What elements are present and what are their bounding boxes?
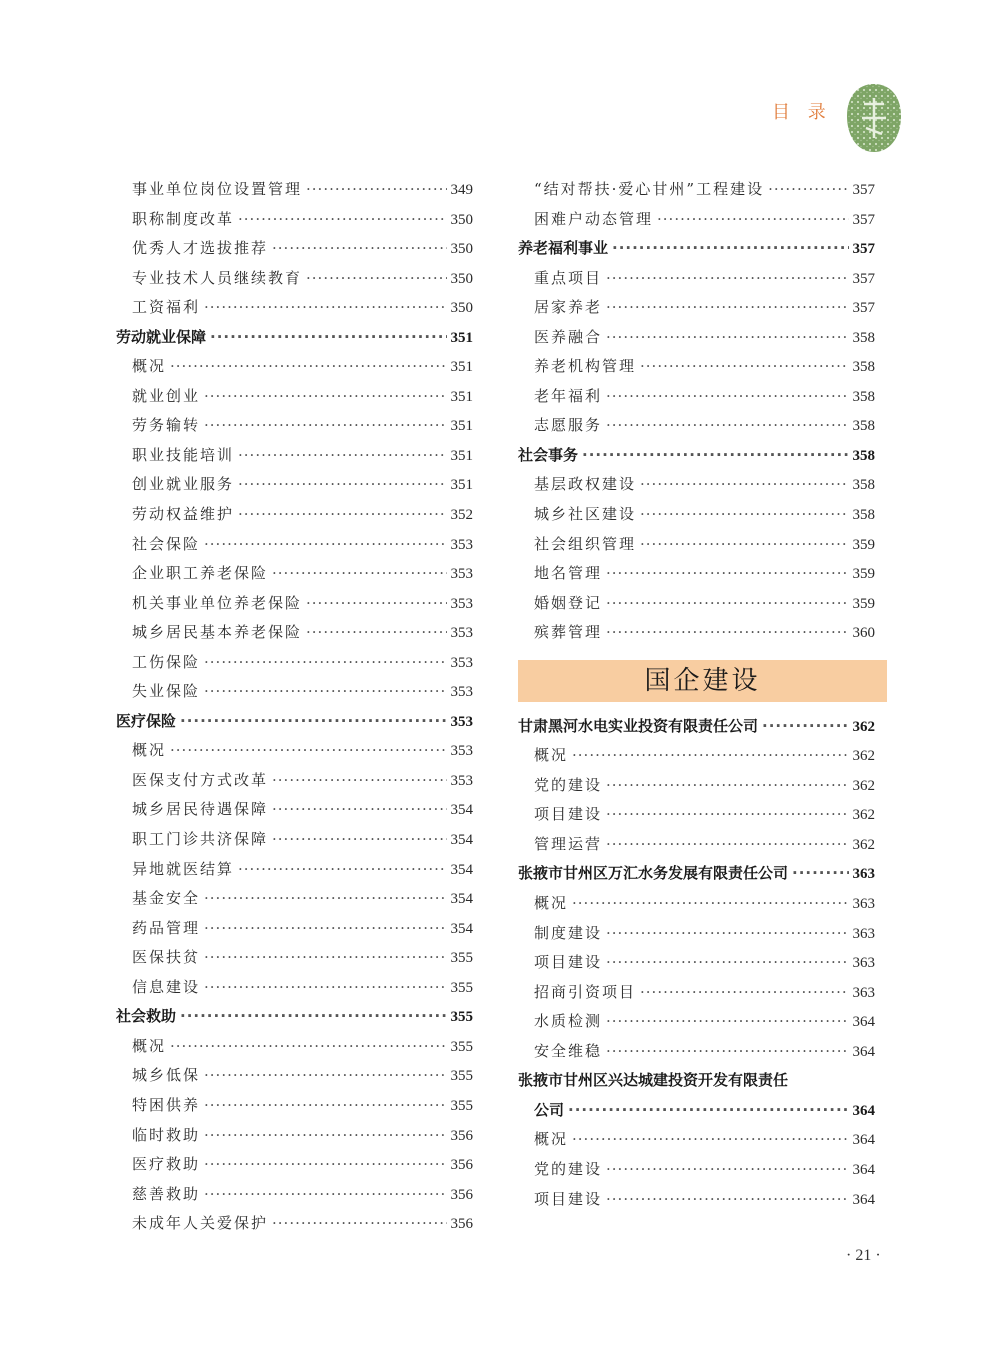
toc-entry-page: 353	[450, 684, 473, 701]
toc-section-entry	[116, 323, 473, 353]
toc-leader-dots	[272, 825, 446, 855]
toc-entry	[518, 741, 875, 771]
toc-entry-page: 357	[852, 300, 875, 317]
toc-leader-dots	[606, 1007, 848, 1037]
toc-entry-title: 就业创业	[132, 386, 201, 405]
toc-entry-page: 350	[450, 241, 473, 258]
toc-entry	[116, 1032, 473, 1062]
toc-entry-page: 356	[450, 1216, 473, 1233]
toc-leader-dots	[272, 766, 446, 796]
toc-leader-dots	[238, 470, 446, 500]
toc-entry-title: 职工门诊共济保障	[132, 830, 269, 849]
toc-entry-page: 357	[852, 270, 875, 287]
toc-entry-page: 356	[450, 1186, 473, 1203]
toc-entry-title: 养老机构管理	[534, 357, 637, 376]
toc-leader-dots	[204, 973, 446, 1003]
toc-entry-title: 基金安全	[132, 889, 201, 908]
toc-entry	[116, 559, 473, 589]
toc-entry	[116, 973, 473, 1003]
toc-leader-dots	[204, 530, 446, 560]
toc-entry-page: 354	[450, 920, 473, 937]
toc-entry-page: 363	[852, 866, 875, 883]
toc-leader-dots	[640, 470, 848, 500]
toc-entry-title: 失业保险	[132, 682, 201, 701]
toc-entry-title: 未成年人关爱保护	[132, 1214, 269, 1233]
toc-entry	[518, 323, 875, 353]
toc-entry	[116, 736, 473, 766]
toc-leader-dots	[568, 1096, 848, 1126]
toc-entry-page: 352	[450, 507, 473, 524]
toc-entry	[518, 382, 875, 412]
toc-entry-page: 354	[450, 891, 473, 908]
toc-entry-page: 364	[852, 1102, 875, 1119]
toc-entry-page: 353	[450, 595, 473, 612]
toc-entry	[116, 766, 473, 796]
toc-leader-dots	[606, 264, 848, 294]
toc-entry-page: 353	[450, 566, 473, 583]
toc-leader-dots	[657, 205, 848, 235]
toc-entry-title: 特困供养	[132, 1095, 201, 1114]
toc-entry-title: 社会保险	[132, 534, 201, 553]
toc-entry	[518, 559, 875, 589]
toc-leader-dots	[606, 800, 848, 830]
toc-entry-page: 364	[852, 1014, 875, 1031]
toc-entry-page: 362	[852, 748, 875, 765]
toc-entry-title: 老年福利	[534, 386, 603, 405]
toc-entry-page: 355	[450, 950, 473, 967]
toc-leader-dots	[272, 795, 446, 825]
toc-leader-dots	[170, 352, 446, 382]
toc-entry	[116, 234, 473, 264]
toc-leader-dots	[768, 175, 848, 205]
toc-leader-dots	[606, 382, 848, 412]
toc-entry-title: 慈善救助	[132, 1184, 201, 1203]
toc-section-entry	[518, 859, 875, 889]
toc-entry-page: 350	[450, 270, 473, 287]
toc-entry-page: 355	[450, 1097, 473, 1114]
toc-leader-dots	[606, 771, 848, 801]
toc-entry	[518, 175, 875, 205]
toc-entry-title: 党的建设	[534, 775, 603, 794]
toc-entry-title: 张掖市甘州区万汇水务发展有限责任公司	[518, 864, 789, 883]
toc-entry-title: 管理运营	[534, 834, 603, 853]
toc-entry-title: 概况	[132, 1036, 167, 1055]
toc-entry-page: 357	[852, 182, 875, 198]
toc-entry-page: 353	[450, 743, 473, 760]
toc-leader-dots	[204, 914, 446, 944]
toc-entry	[518, 530, 875, 560]
toc-entry-title: 劳务输转	[132, 416, 201, 435]
toc-entry	[116, 914, 473, 944]
toc-entry-title: 婚姻登记	[534, 593, 603, 612]
toc-entry-title: 地名管理	[534, 564, 603, 583]
toc-entry-page: 351	[450, 359, 473, 376]
toc-left-column	[116, 175, 473, 1239]
section-header-title: 目 录	[772, 102, 832, 123]
toc-entry	[116, 648, 473, 678]
toc-leader-dots	[606, 589, 848, 619]
toc-entry	[116, 205, 473, 235]
toc-leader-dots	[572, 889, 848, 919]
toc-leader-dots	[272, 559, 446, 589]
toc-entry	[116, 855, 473, 885]
toc-leader-dots	[606, 1185, 848, 1215]
toc-leader-dots	[572, 741, 848, 771]
toc-entry-page: 350	[450, 300, 473, 317]
toc-entry	[518, 830, 875, 860]
toc-entry	[518, 589, 875, 619]
toc-entry-title: 异地就医结算	[132, 859, 235, 878]
toc-entry	[518, 411, 875, 441]
toc-entry-title: 信息建设	[132, 977, 201, 996]
toc-entry-title: 概况	[534, 894, 569, 913]
toc-leader-dots	[204, 1121, 446, 1151]
toc-entry-page: 363	[852, 896, 875, 913]
toc-entry	[518, 1007, 875, 1037]
toc-entry-page: 353	[450, 654, 473, 671]
toc-entry	[518, 264, 875, 294]
toc-leader-dots	[306, 589, 446, 619]
toc-entry-page: 357	[852, 211, 875, 228]
toc-entry-title: 甘肃黑河水电实业投资有限责任公司	[518, 716, 759, 735]
toc-entry	[116, 411, 473, 441]
toc-entry-page: 355	[450, 1009, 473, 1026]
toc-leader-dots	[606, 1155, 848, 1185]
toc-entry-page: 358	[852, 359, 875, 376]
toc-entry-title: 重点项目	[534, 268, 603, 287]
toc-section-entry	[518, 441, 875, 471]
toc-entry-title: 医疗救助	[132, 1155, 201, 1174]
toc-entry-title: 居家养老	[534, 298, 603, 317]
toc-leader-dots	[204, 648, 446, 678]
toc-entry	[116, 264, 473, 294]
toc-entry-page: 360	[852, 625, 875, 642]
toc-entry-title: 机关事业单位养老保险	[132, 593, 303, 612]
toc-entry-page: 351	[450, 418, 473, 435]
toc-section-entry	[518, 1066, 875, 1096]
toc-section-entry	[518, 712, 875, 742]
toc-entry	[116, 884, 473, 914]
toc-entry-title: 城乡居民基本养老保险	[132, 623, 303, 642]
toc-entry-page: 358	[852, 418, 875, 435]
toc-entry	[116, 293, 473, 323]
toc-entry-page: 354	[450, 832, 473, 849]
toc-entry-page: 353	[450, 625, 473, 642]
toc-leader-dots	[170, 736, 446, 766]
seal-stamp-icon	[844, 82, 904, 154]
toc-leader-dots	[582, 441, 848, 471]
toc-entry-page: 364	[852, 1043, 875, 1060]
toc-entry-page: 363	[852, 955, 875, 972]
toc-entry-page: 354	[450, 802, 473, 819]
toc-entry	[116, 1121, 473, 1151]
toc-leader-dots	[640, 500, 848, 530]
toc-entry-page: 364	[852, 1191, 875, 1208]
toc-leader-dots	[640, 352, 848, 382]
toc-entry	[116, 470, 473, 500]
toc-entry	[116, 1180, 473, 1210]
toc-entry	[116, 1091, 473, 1121]
toc-entry-page: 362	[852, 836, 875, 853]
toc-section-entry	[518, 234, 875, 264]
toc-entry-page: 358	[852, 507, 875, 524]
toc-leader-dots	[204, 411, 446, 441]
toc-entry-title: 专业技术人员继续教育	[132, 268, 303, 287]
toc-leader-dots	[306, 264, 446, 294]
toc-entry	[518, 500, 875, 530]
toc-entry-page: 354	[450, 861, 473, 878]
toc-leader-dots	[204, 943, 446, 973]
toc-entry-title: 困难户动态管理	[534, 209, 654, 228]
toc-leader-dots	[180, 1002, 446, 1032]
toc-entry-title: 医保支付方式改革	[132, 770, 269, 789]
toc-entry-page: 350	[450, 211, 473, 228]
toc-leader-dots	[272, 1209, 446, 1239]
toc-entry	[518, 948, 875, 978]
toc-leader-dots	[204, 1150, 446, 1180]
toc-entry-title: 工伤保险	[132, 652, 201, 671]
toc-entry-page: 358	[852, 329, 875, 346]
toc-entry	[116, 618, 473, 648]
toc-leader-dots	[204, 1061, 446, 1091]
toc-entry-title: 党的建设	[534, 1159, 603, 1178]
toc-entry-title: 职业技能培训	[132, 445, 235, 464]
toc-leader-dots	[272, 234, 446, 264]
toc-entry-page: 358	[852, 477, 875, 494]
toc-leader-dots	[204, 1180, 446, 1210]
toc-entry-page: 353	[450, 536, 473, 553]
toc-entry-title: 基层政权建设	[534, 475, 637, 494]
toc-entry	[518, 800, 875, 830]
toc-entry-page: 359	[852, 595, 875, 612]
toc-entry-title: “结对帮扶·爱心甘州”工程建设	[534, 180, 765, 198]
toc-right-column	[518, 175, 875, 1214]
toc-leader-dots	[204, 884, 446, 914]
toc-entry	[518, 352, 875, 382]
toc-entry-title: 安全维稳	[534, 1041, 603, 1060]
toc-entry-title: 劳动就业保障	[116, 327, 207, 346]
toc-entry	[116, 441, 473, 471]
toc-entry-page: 355	[450, 979, 473, 996]
toc-entry	[518, 1185, 875, 1215]
toc-entry-page: 358	[852, 447, 875, 464]
toc-leader-dots	[204, 1091, 446, 1121]
toc-entry	[518, 293, 875, 323]
toc-entry-page: 364	[852, 1161, 875, 1178]
toc-entry-title: 概况	[132, 741, 167, 760]
toc-entry	[116, 352, 473, 382]
toc-entry-page: 362	[852, 807, 875, 824]
toc-entry-title: 劳动权益维护	[132, 505, 235, 524]
toc-section-entry	[116, 1002, 473, 1032]
toc-entry-page: 362	[852, 718, 875, 735]
toc-entry-title: 临时救助	[132, 1125, 201, 1144]
toc-entry-page: 363	[852, 984, 875, 1001]
toc-entry-title: 城乡居民待遇保障	[132, 800, 269, 819]
toc-entry	[518, 205, 875, 235]
toc-entry	[116, 589, 473, 619]
toc-entry-title: 招商引资项目	[534, 982, 637, 1001]
toc-leader-dots	[792, 859, 848, 889]
toc-entry-page: 351	[450, 388, 473, 405]
toc-section-entry	[116, 707, 473, 737]
toc-entry	[116, 1061, 473, 1091]
toc-entry-title: 制度建设	[534, 923, 603, 942]
toc-leader-dots	[180, 707, 446, 737]
toc-entry	[116, 1150, 473, 1180]
toc-entry	[518, 618, 875, 648]
toc-entry	[116, 825, 473, 855]
section-band-title: 国企建设	[518, 660, 887, 702]
toc-entry	[518, 771, 875, 801]
toc-leader-dots	[238, 855, 446, 885]
toc-leader-dots	[238, 500, 446, 530]
toc-leader-dots	[606, 919, 848, 949]
toc-entry-title: 项目建设	[534, 1189, 603, 1208]
toc-leader-dots	[170, 1032, 446, 1062]
toc-entry	[116, 500, 473, 530]
toc-entry-page: 353	[450, 713, 473, 730]
toc-entry-title: 医保扶贫	[132, 948, 201, 967]
toc-entry	[518, 919, 875, 949]
toc-entry-page: 359	[852, 566, 875, 583]
toc-entry-title: 概况	[534, 746, 569, 765]
toc-entry	[116, 943, 473, 973]
toc-entry-title: 创业就业服务	[132, 475, 235, 494]
toc-entry-title: 药品管理	[132, 918, 201, 937]
toc-leader-dots	[306, 618, 446, 648]
toc-entry	[518, 1125, 875, 1155]
toc-leader-dots	[606, 618, 848, 648]
toc-entry-title: 水质检测	[534, 1012, 603, 1031]
toc-entry-page: 359	[852, 536, 875, 553]
toc-entry-title: 医疗保险	[116, 711, 177, 730]
toc-leader-dots	[204, 293, 446, 323]
toc-leader-dots	[606, 559, 848, 589]
toc-leader-dots	[606, 830, 848, 860]
toc-leader-dots	[606, 1037, 848, 1067]
toc-entry-title: 事业单位岗位设置管理	[132, 180, 303, 198]
toc-entry-page: 349	[450, 182, 473, 198]
toc-leader-dots	[640, 978, 848, 1008]
toc-entry-title: 志愿服务	[534, 416, 603, 435]
toc-entry-title: 项目建设	[534, 805, 603, 824]
toc-entry-page: 355	[450, 1068, 473, 1085]
toc-leader-dots	[762, 712, 848, 742]
toc-entry-page: 363	[852, 925, 875, 942]
toc-entry-title: 公司	[534, 1100, 565, 1119]
toc-entry-page: 355	[450, 1038, 473, 1055]
toc-leader-dots	[606, 293, 848, 323]
page-number: · 21 ·	[846, 1247, 881, 1264]
toc-entry	[116, 175, 473, 205]
toc-entry	[518, 1037, 875, 1067]
toc-entry-page: 358	[852, 388, 875, 405]
toc-entry-title: 社会事务	[518, 445, 579, 464]
toc-leader-dots	[210, 323, 446, 353]
toc-leader-dots	[204, 382, 446, 412]
toc-entry-title: 项目建设	[534, 953, 603, 972]
toc-entry-page: 362	[852, 777, 875, 794]
toc-entry	[116, 677, 473, 707]
toc-leader-dots	[606, 411, 848, 441]
toc-entry-title: 社会救助	[116, 1007, 177, 1026]
toc-leader-dots	[238, 205, 446, 235]
toc-entry-page: 364	[852, 1132, 875, 1149]
toc-entry-page: 356	[450, 1127, 473, 1144]
toc-leader-dots	[640, 530, 848, 560]
toc-leader-dots	[572, 1125, 848, 1155]
toc-entry-title: 养老福利事业	[518, 239, 609, 258]
toc-entry-title: 社会组织管理	[534, 534, 637, 553]
toc-entry-title: 殡葬管理	[534, 623, 603, 642]
toc-entry	[116, 530, 473, 560]
toc-entry-page: 351	[450, 447, 473, 464]
toc-entry-page: 351	[450, 329, 473, 346]
toc-leader-dots	[612, 234, 848, 264]
toc-entry-title: 工资福利	[132, 298, 201, 317]
toc-leader-dots	[606, 948, 848, 978]
toc-entry	[518, 978, 875, 1008]
toc-entry-page: 353	[450, 772, 473, 789]
toc-entry-title: 优秀人才选拔推荐	[132, 239, 269, 258]
toc-entry-page: 356	[450, 1157, 473, 1174]
toc-entry-title: 企业职工养老保险	[132, 564, 269, 583]
toc-section-entry	[518, 1096, 875, 1126]
toc-leader-dots	[204, 677, 446, 707]
toc-entry	[116, 1209, 473, 1239]
toc-entry	[116, 795, 473, 825]
toc-entry-title: 概况	[132, 357, 167, 376]
toc-entry	[518, 470, 875, 500]
toc-leader-dots	[238, 441, 446, 471]
toc-entry	[116, 382, 473, 412]
toc-entry-title: 城乡低保	[132, 1066, 201, 1085]
toc-leader-dots	[306, 175, 446, 205]
toc-leader-dots	[606, 323, 848, 353]
toc-entry-title: 概况	[534, 1130, 569, 1149]
toc-entry	[518, 1155, 875, 1185]
toc-entry-page: 351	[450, 477, 473, 494]
toc-entry-title: 医养融合	[534, 327, 603, 346]
toc-entry	[518, 889, 875, 919]
toc-entry-title: 职称制度改革	[132, 209, 235, 228]
toc-entry-title: 张掖市甘州区兴达城建投资开发有限责任	[518, 1071, 789, 1090]
toc-entry-page: 357	[852, 241, 875, 258]
toc-entry-title: 城乡社区建设	[534, 505, 637, 524]
